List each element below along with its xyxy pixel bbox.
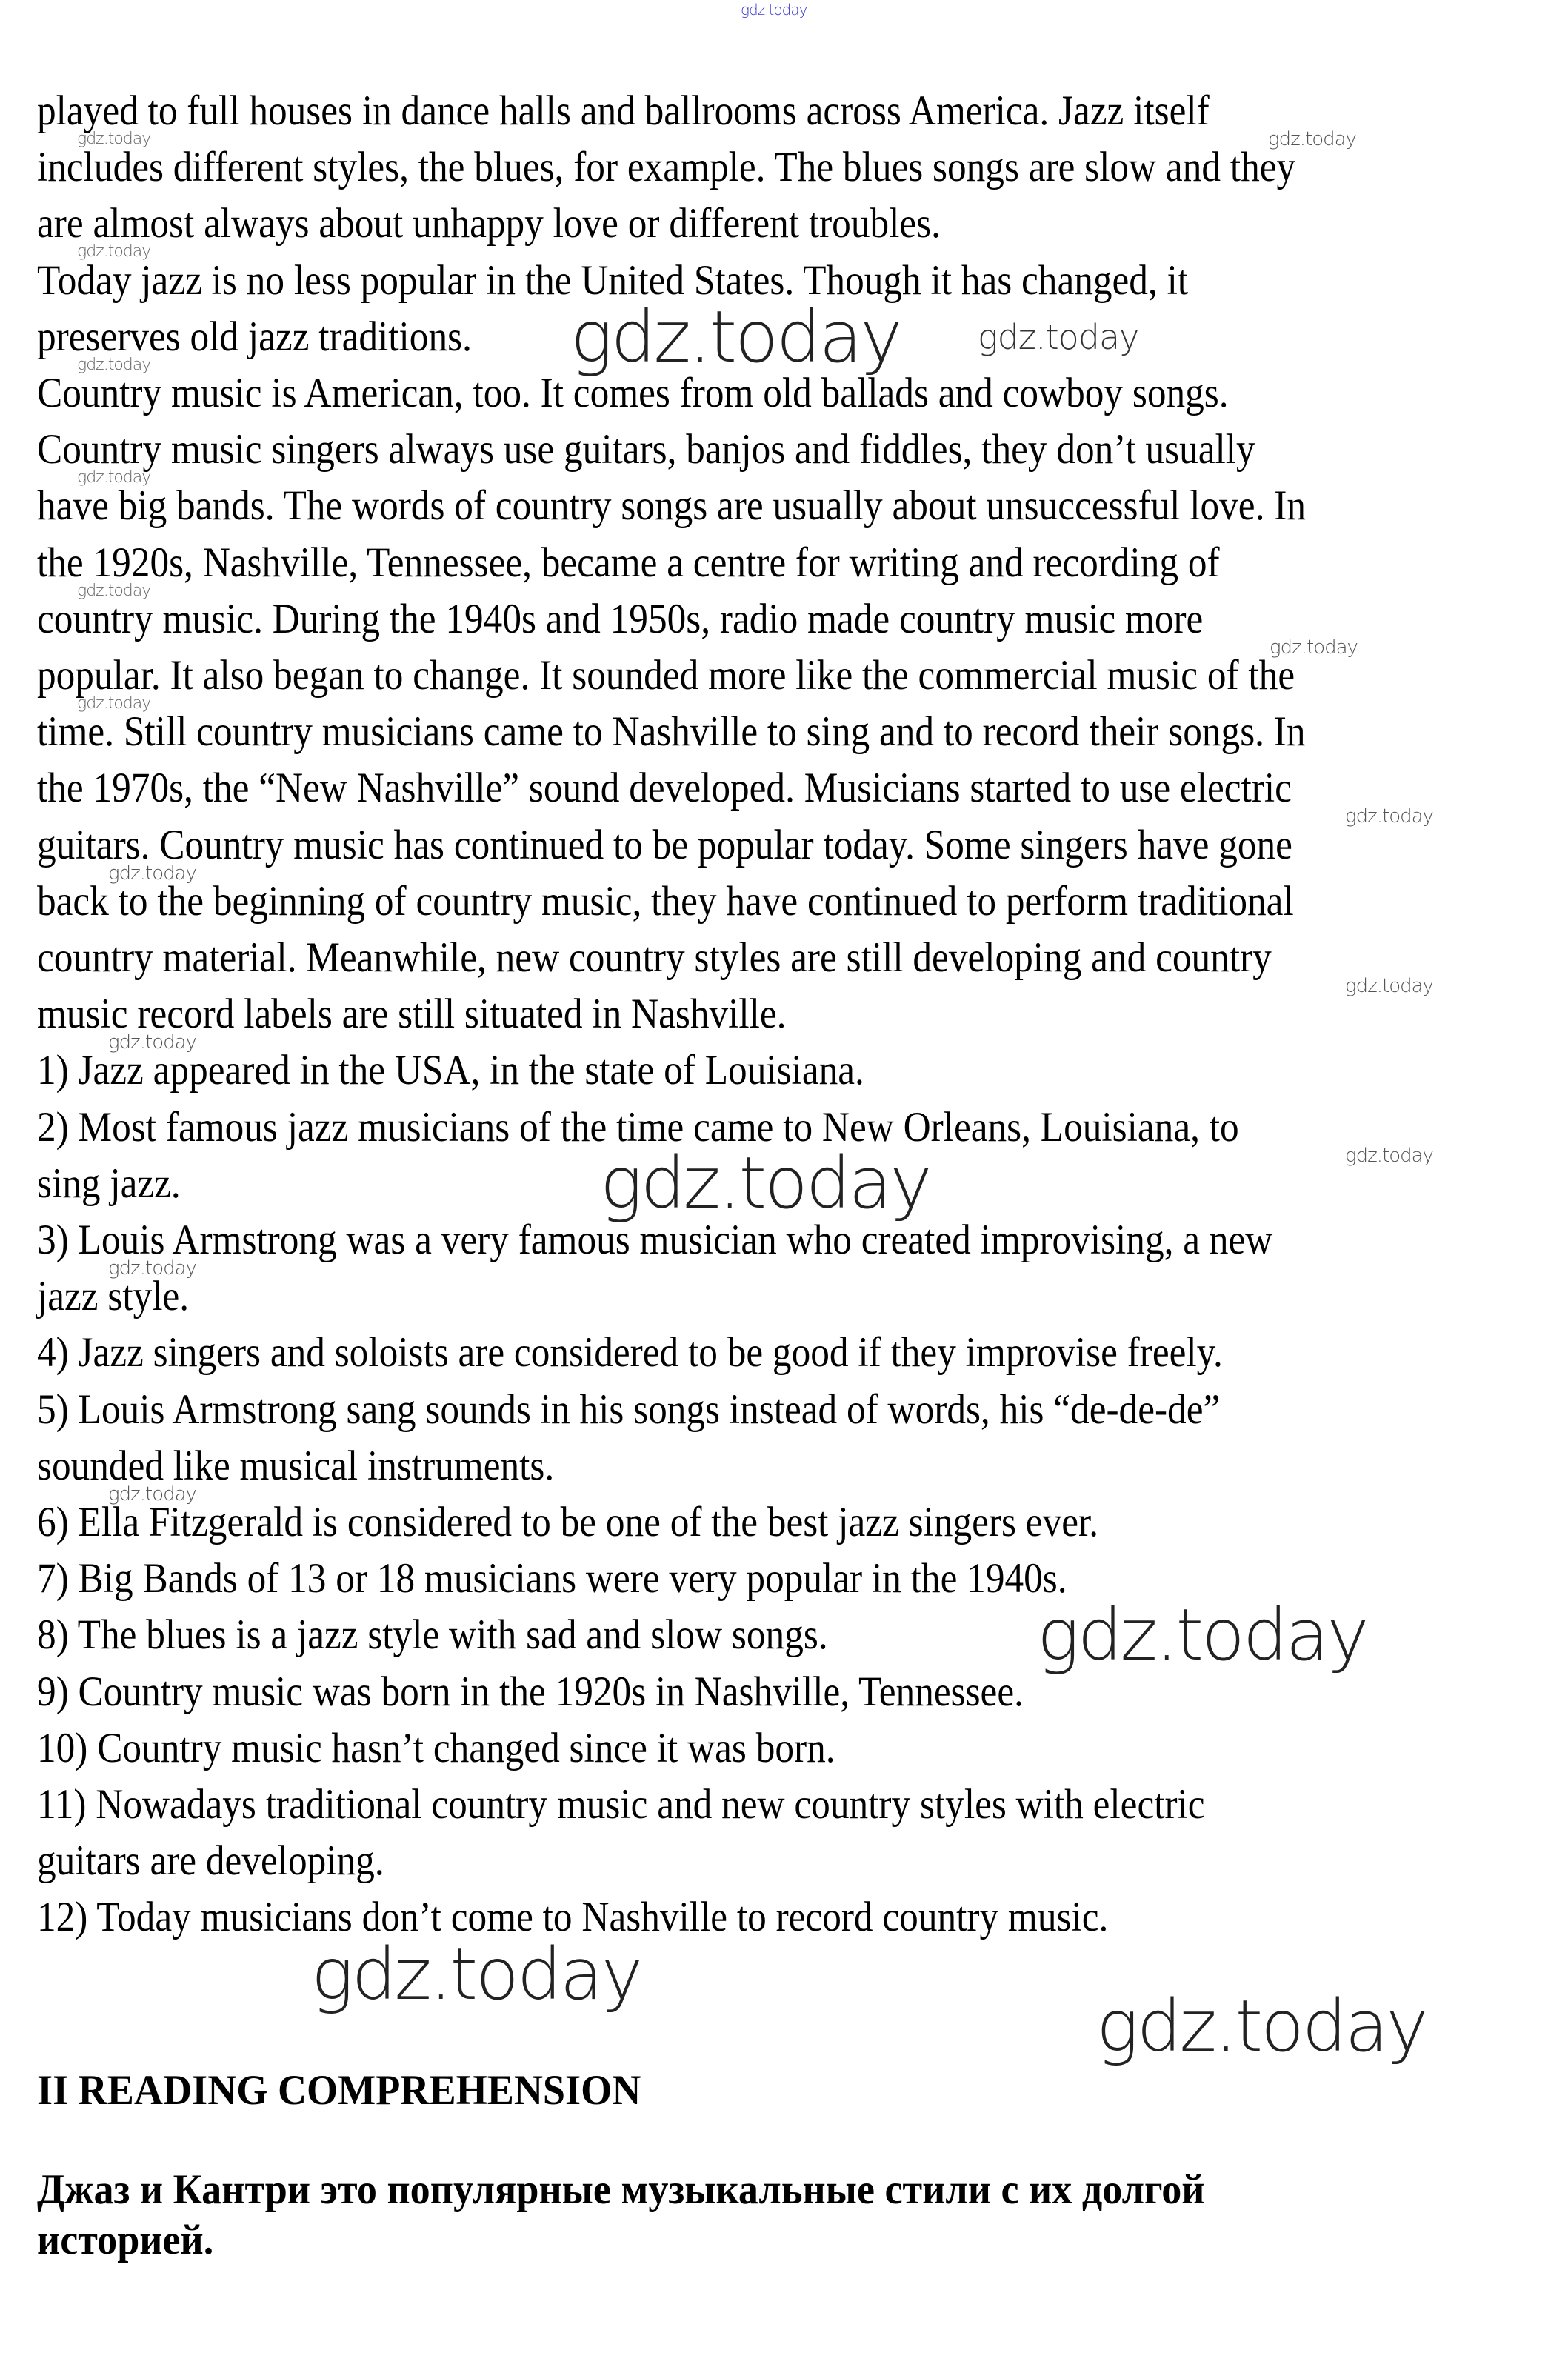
watermark: gdz.today (108, 1257, 196, 1279)
text-line: the 1970s, the “New Nashville” sound developed. Musicians started to use electric (37, 765, 1292, 812)
text-line: 11) Nowadays traditional country music and new country styles with electric (37, 1781, 1205, 1828)
text-line: includes different styles, the blues, for example. The blues songs are slow and they (37, 144, 1296, 191)
watermark: gdz.today (1345, 1144, 1433, 1167)
watermark: gdz.today (600, 1142, 930, 1225)
text-line: are almost always about unhappy love or different troubles. (37, 200, 941, 247)
section-heading: II READING COMPREHENSION (37, 2067, 641, 2114)
text-line: 4) Jazz singers and soloists are considered to be good if they improvise freely. (37, 1329, 1223, 1377)
watermark: gdz.today (1096, 1985, 1427, 2068)
watermark: gdz.today (77, 468, 151, 487)
text-line: music record labels are still situated in Nashville. (37, 991, 787, 1038)
watermark: gdz.today (570, 296, 901, 379)
text-line: Country music singers always use guitars, banjos and fiddles, they don’t usually (37, 426, 1255, 473)
text-line: 1) Jazz appeared in the USA, in the state of Louisiana. (37, 1047, 864, 1094)
text-line: 8) The blues is a jazz style with sad and slow songs. (37, 1611, 828, 1659)
watermark: gdz.today (77, 694, 151, 713)
text-line: country material. Meanwhile, new country styles are still developing and country (37, 934, 1272, 981)
text-line: guitars are developing. (37, 1837, 384, 1885)
watermark: gdz.today (1345, 975, 1433, 997)
text-line: jazz style. (37, 1273, 190, 1320)
text-line: preserves old jazz traditions. (37, 313, 472, 360)
text-line: Today jazz is no less popular in the United States. Though it has changed, it (37, 256, 1189, 304)
text-line: country music. During the 1940s and 1950s, radio made country music more (37, 595, 1204, 642)
text-line: popular. It also began to change. It sounded more like the commercial music of the (37, 652, 1295, 699)
watermark: gdz.today (108, 862, 196, 885)
watermark: gdz.today (77, 242, 151, 262)
text-line: sing jazz. (37, 1159, 181, 1207)
watermark: gdz.today (1345, 805, 1433, 828)
watermark: gdz.today (741, 1, 807, 19)
russian-text-line: историей. (37, 2217, 214, 2263)
text-line: 9) Country music was born in the 1920s in Nashville, Tennessee. (37, 1668, 1024, 1715)
text-line: played to full houses in dance halls and ballrooms across America. Jazz itself (37, 87, 1210, 134)
russian-text-line: Джаз и Кантри это популярные музыкальные стили с их долгой (37, 2166, 1205, 2213)
text-line: 10) Country music hasn’t changed since it was born. (37, 1724, 835, 1771)
text-line: 7) Big Bands of 13 or 18 musicians were very popular in the 1940s. (37, 1555, 1067, 1602)
text-line: 3) Louis Armstrong was a very famous musician who created improvising, a new (37, 1217, 1273, 1263)
watermark: gdz.today (108, 1031, 196, 1054)
text-line: sounded like musical instruments. (37, 1442, 555, 1489)
text-line: back to the beginning of country music, they have continued to perform traditional (37, 877, 1294, 925)
watermark: gdz.today (1270, 636, 1358, 659)
watermark: gdz.today (1037, 1594, 1367, 1677)
text-line: the 1920s, Nashville, Tennessee, became a centre for writing and recording of (37, 539, 1220, 586)
text-line: guitars. Country music has continued to be popular today. Some singers have gone (37, 821, 1292, 868)
text-line: time. Still country musicians came to Nashville to sing and to record their songs. In (37, 708, 1306, 756)
watermark: gdz.today (108, 1482, 196, 1505)
watermark: gdz.today (1268, 128, 1356, 150)
text-line: 12) Today musicians don’t come to Nashville to record country music. (37, 1894, 1109, 1941)
watermark: gdz.today (311, 1933, 641, 2016)
text-line: have big bands. The words of country songs are usually about unsuccessful love. In (37, 482, 1306, 530)
watermark: gdz.today (77, 581, 151, 600)
text-line: Country music is American, too. It comes from old ballads and cowboy songs. (37, 370, 1229, 416)
watermark: gdz.today (77, 355, 151, 374)
text-line: 6) Ella Fitzgerald is considered to be one of the best jazz singers ever. (37, 1499, 1099, 1545)
watermark: gdz.today (978, 317, 1139, 357)
text-line: 2) Most famous jazz musicians of the time came to New Orleans, Louisiana, to (37, 1103, 1239, 1151)
text-line: 5) Louis Armstrong sang sounds in his songs instead of words, his “de-de-de” (37, 1385, 1221, 1433)
watermark: gdz.today (77, 130, 151, 148)
